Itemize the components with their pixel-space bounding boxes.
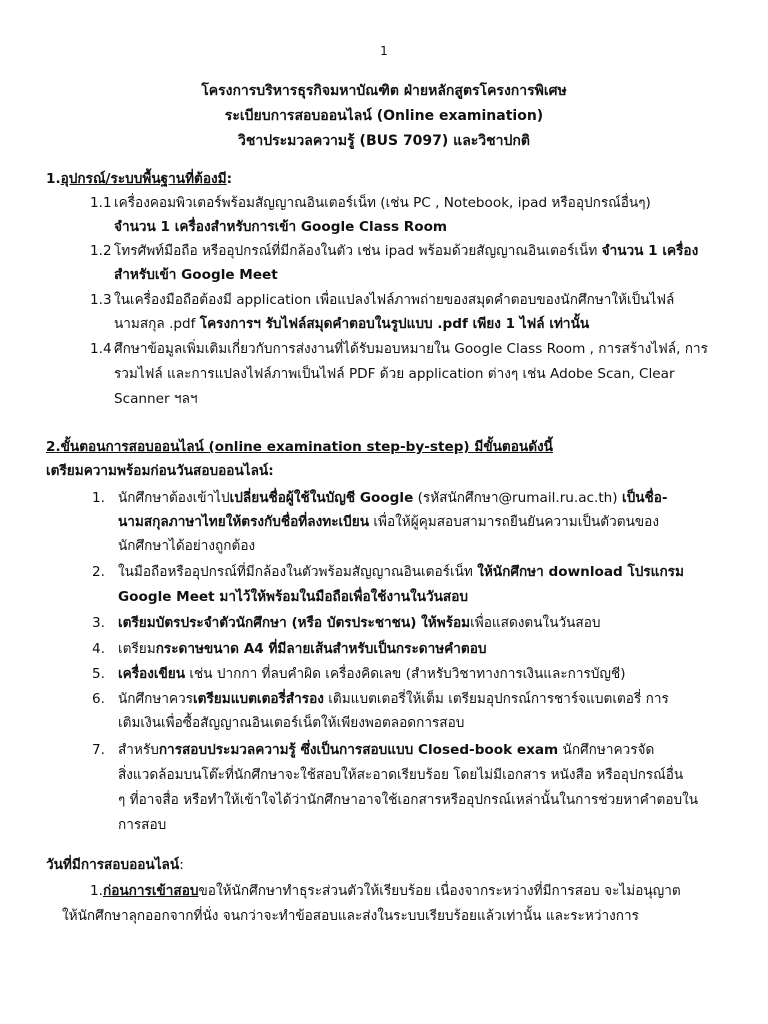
section1-heading <box>46 168 232 190</box>
item-1-3-line-2 <box>114 313 589 335</box>
item-1-2-number: 1.2 <box>90 243 112 259</box>
page-number: 1 <box>380 44 388 58</box>
prep-item-1-line-3: นักศึกษาได้อย่างถูกต้อง <box>118 538 256 554</box>
prep-item-7-number: 7. <box>92 742 105 758</box>
prep-item-1-line-1 <box>118 487 668 509</box>
prep-item-7-line-4: การสอบ <box>118 817 167 833</box>
prep-item-2-number: 2. <box>92 564 105 580</box>
prep-item-3-text: เพื่อแสดงตนในวันสอบ <box>470 615 601 631</box>
item-1-4-line-2: รวมไฟล์ และการแปลงไฟล์ภาพเป็นไฟล์ PDF ด้วย application ต่างๆ เช่น Adobe Scan, Clear <box>114 366 675 382</box>
exam-day-line-1 <box>90 880 681 902</box>
exam-day-number: 1. <box>90 883 103 899</box>
prep-item-7-bold: การสอบประมวลความรู้ ซึ่งเป็นการสอบแบบ Closed-book exam <box>158 742 559 758</box>
section1-heading-number: 1. <box>46 171 61 187</box>
prep-item-7-line-1 <box>118 739 654 761</box>
prep-item-1-text-a: นักศึกษาต้องเข้าไป <box>118 490 230 506</box>
prep-item-5-bold: เครื่องเขียน <box>118 666 186 682</box>
prep-heading: เตรียมความพร้อมก่อนวันสอบออนไลน์: <box>46 463 274 479</box>
prep-item-7-text-c: นักศึกษาควรจัด <box>558 742 655 758</box>
item-1-2-line-1 <box>114 240 698 262</box>
prep-item-4-number: 4. <box>92 641 105 657</box>
prep-item-1-number: 1. <box>92 490 105 506</box>
prep-item-4-bold: กระดาษขนาด A4 ที่มีลายเส้นสำหรับเป็นกระดาษคำตอบ <box>155 641 487 657</box>
prep-item-4-line-1 <box>118 638 487 660</box>
prep-item-2-text: ในมือถือหรืออุปกรณ์ที่มีกล้องในตัวพร้อมสัญญาณอินเตอร์เน็ท <box>118 564 478 580</box>
item-1-4-number: 1.4 <box>90 341 112 357</box>
prep-item-3-line-1 <box>118 612 601 634</box>
prep-item-1-bold-b: เปลี่ยนชื่อผู้ใช้ในบัญชี Google <box>229 490 414 506</box>
prep-item-1-bold-d: เป็นชื่อ- <box>621 490 668 506</box>
section2-heading: 2.ขั้นตอนการสอบออนไลน์ (online examination step-by-step) มีขั้นตอนดังนี้ <box>46 439 553 455</box>
prep-item-2-bold: ให้นักศึกษา download โปรแกรม <box>477 564 684 580</box>
item-1-2-bold: จำนวน 1 เครื่อง <box>601 243 699 259</box>
title-line-1: โครงการบริหารธุรกิจมหาบัณฑิต ฝ่ายหลักสูตรโครงการพิเศษ <box>201 83 567 99</box>
title-line-3: วิชาประมวลความรู้ (BUS 7097) และวิชาปกติ <box>238 133 530 149</box>
exam-day-heading-colon: : <box>179 857 184 873</box>
prep-item-1-text-line2: เพื่อให้ผู้คุมสอบสามารถยืนยันความเป็นตัวตนของ <box>369 514 659 530</box>
item-1-1-line-2: จำนวน 1 เครื่องสำหรับการเข้า Google Class Room <box>114 219 448 235</box>
item-1-4-line-3: Scanner ฯลฯ <box>114 391 198 407</box>
prep-item-7-line-3: ๆ ที่อาจสื่อ หรือทำให้เข้าใจได้ว่านักศึกษาอาจใช้เอกสารหรืออุปกรณ์เหล่านั้นในการช่วยหาคำตอบใน <box>118 792 699 808</box>
prep-item-6-bold: เตรียมแบตเตอรี่สำรอง <box>193 691 324 707</box>
prep-item-4-text: เตรียม <box>118 641 156 657</box>
item-1-3-bold: โครงการฯ รับไฟล์สมุดคำตอบในรูปแบบ .pdf เพียง 1 ไฟล์ เท่านั้น <box>199 316 590 332</box>
prep-item-6-line-1 <box>118 688 669 710</box>
item-1-1-line-1: เครื่องคอมพิวเตอร์พร้อมสัญญาณอินเตอร์เน็ท (เช่น PC , Notebook, ipad หรืออุปกรณ์อื่นๆ) <box>114 195 651 211</box>
exam-day-line-2: ให้นักศึกษาลุกออกจากที่นั่ง จนกว่าจะทำข้อสอบและส่งในระบบเรียบร้อยแล้วเท่านั้น และระหว่างการ <box>62 908 639 924</box>
exam-day-bold: ก่อนการเข้าสอบ <box>102 883 199 899</box>
prep-item-7-text-a: สำหรับ <box>118 742 159 758</box>
prep-item-3-number: 3. <box>92 615 105 631</box>
title-line-2: ระเบียบการสอบออนไลน์ (Online examination) <box>224 108 544 124</box>
prep-item-5-text: เช่น ปากกา ที่ลบคำผิด เครื่องคิดเลข (สำหรับวิชาทางการเงินและการบัญชี) <box>185 666 626 682</box>
prep-item-1-line-2 <box>118 511 659 533</box>
item-1-3-text: นามสกุล .pdf <box>114 316 200 332</box>
prep-item-2-line-2: Google Meet มาไว้ให้พร้อมในมือถือเพื่อใช้งานในวันสอบ <box>118 589 469 605</box>
prep-item-6-text-c: เติมแบตเตอรี่ให้เต็ม เตรียมอุปกรณ์การชาร์จแบตเตอรี่ การ <box>323 691 669 707</box>
item-1-3-number: 1.3 <box>90 292 112 308</box>
item-1-2-line-2: สำหรับเข้า Google Meet <box>114 267 278 283</box>
prep-item-1-text-c: (รหัสนักศึกษา@rumail.ru.ac.th) <box>413 490 622 506</box>
prep-item-1-bold-line2: นามสกุลภาษาไทยให้ตรงกับชื่อที่ลงทะเบียน <box>118 514 370 530</box>
exam-day-heading-text: วันที่มีการสอบออนไลน์ <box>46 857 180 873</box>
prep-item-5-number: 5. <box>92 666 105 682</box>
item-1-3-line-1: ในเครื่องมือถือต้องมี application เพื่อแปลงไฟล์ภาพถ่ายของสมุดคำตอบของนักศึกษาให้เป็นไฟล์ <box>114 292 675 308</box>
exam-day-text: ขอให้นักศึกษาทำธุระส่วนตัวให้เรียบร้อย เนื่องจากระหว่างที่มีการสอบ จะไม่อนุญาต <box>198 883 681 899</box>
exam-day-heading <box>46 854 184 876</box>
item-1-4-line-1: ศึกษาข้อมูลเพิ่มเติมเกี่ยวกับการส่งงานที่ได้รับมอบหมายใน Google Class Room , การสร้างไฟล์, การ <box>114 341 708 357</box>
item-1-2-text: โทรศัพท์มือถือ หรืออุปกรณ์ที่มีกล้องในตัว เช่น ipad พร้อมด้วยสัญญาณอินเตอร์เน็ท <box>114 243 602 259</box>
prep-item-6-line-2: เติมเงินเพื่อซื้อสัญญาณอินเตอร์เน็ตให้เพียงพอตลอดการสอบ <box>118 715 465 731</box>
section1-heading-colon: : <box>226 171 233 187</box>
section1-heading-text: อุปกรณ์/ระบบพื้นฐานที่ต้องมี <box>60 171 227 187</box>
item-1-1-number: 1.1 <box>90 195 112 211</box>
prep-item-5-line-1 <box>118 663 626 685</box>
prep-item-3-bold: เตรียมบัตรประจำตัวนักศึกษา (หรือ บัตรประชาชน) ให้พร้อม <box>118 615 471 631</box>
prep-item-6-text-a: นักศึกษาควร <box>118 691 194 707</box>
prep-item-7-line-2: สิ่งแวดล้อมบนโต๊ะที่นักศึกษาจะใช้สอบให้สะอาดเรียบร้อย โดยไม่มีเอกสาร หนังสือ หรืออุปกรณ์อื่น <box>118 767 684 783</box>
prep-item-2-line-1 <box>118 561 684 583</box>
prep-item-6-number: 6. <box>92 691 105 707</box>
